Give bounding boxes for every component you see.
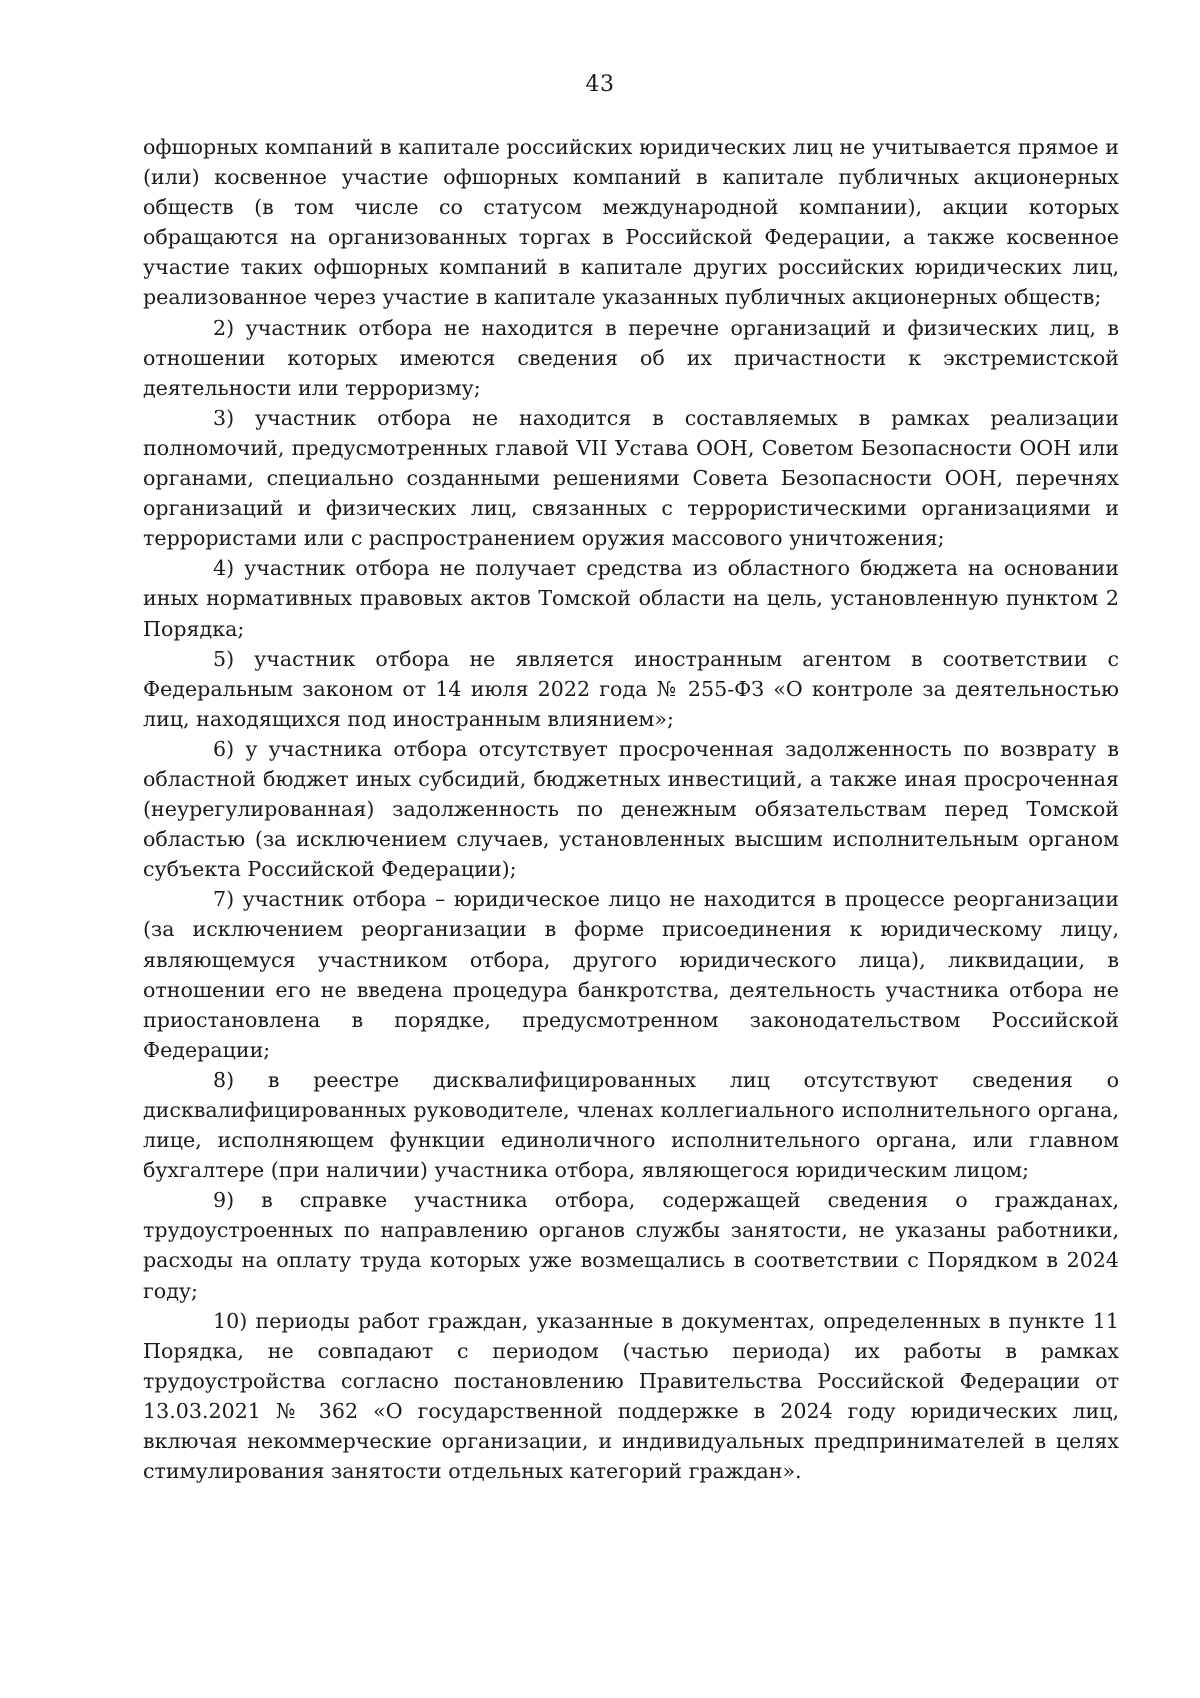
paragraph-item-9: 9) в справке участника отбора, содержащей сведения о гражданах, трудоустроенных по направлению органов службы занятости, не указаны работники, расходы на оплату труда которых уже возмещались в соответствии с Порядком в 2024 году; — [143, 1188, 1119, 1303]
paragraph-item-10: 10) периоды работ граждан, указанные в документах, определенных в пункте 11 Порядка, не совпадают с периодом (частью периода) их работы в рамках трудоустройства согласно постановлению Правительства Российской Федерации от 13.03.2021 № 362 «О государственной поддержке в 2024 году юридических лиц, включая некоммерческие организации, и индивидуальных предпринимателей в целях стимулирования занятости отдельных категорий граждан». — [143, 1308, 1119, 1484]
paragraph-item-5: 5) участник отбора не является иностранным агентом в соответствии с Федеральным законом от 14 июля 2022 года № 255-ФЗ «О контроле за деятельностью лиц, находящихся под иностранным влиянием»; — [143, 646, 1119, 731]
paragraph-item-6: 6) у участника отбора отсутствует просроченная задолженность по возврату в областной бюджет иных субсидий, бюджетных инвестиций, а также иная просроченная (неурегулированная) задолженность по денежным обязательствам перед Томской областью (за исключением случаев, установленных высшим исполнительным органом субъекта Российской Федерации); — [143, 736, 1119, 882]
paragraph-item-3: 3) участник отбора не находится в составляемых в рамках реализации полномочий, предусмотренных главой VII Устава ООН, Советом Безопасности ООН или органами, специально созданными решениями Совета Безопасности ООН, перечнях организаций и физических лиц, связанных с террористическими организациями и террористами или с распространением оружия массового уничтожения; — [143, 405, 1119, 551]
page-number: 43 — [585, 72, 615, 97]
paragraph-continuation: офшорных компаний в капитале российских юридических лиц не учитывается прямое и (или) косвенное участие офшорных компаний в капитале публичных акционерных обществ (в том числе со статусом международной компании), акции которых обращаются на организованных торгах в Российской Федерации, а также косвенное участие таких офшорных компаний в капитале других российских юридических лиц, реализованное через участие в капитале указанных публичных акционерных обществ; — [143, 135, 1119, 310]
paragraph-item-2: 2) участник отбора не находится в перечне организаций и физических лиц, в отношении которых имеются сведения об их причастности к экстремистской деятельности или терроризму; — [143, 315, 1119, 400]
paragraph-item-4: 4) участник отбора не получает средства из областного бюджета на основании иных нормативных правовых актов Томской области на цель, установленную пунктом 2 Порядка; — [143, 556, 1119, 641]
paragraph-item-7: 7) участник отбора – юридическое лицо не находится в процессе реорганизации (за исключением реорганизации в форме присоединения к юридическому лицу, являющемуся участником отбора, другого юридического лица), ликвидации, в отношении его не введена процедура банкротства, деятельность участника отбора не приостановлена в порядке, предусмотренном законодательством Российской Федерации; — [143, 887, 1119, 1062]
paragraph-item-8: 8) в реестре дисквалифицированных лиц отсутствуют сведения о дисквалифицированных руководителе, членах коллегиального исполнительного органа, лице, исполняющем функции единоличного исполнительного органа, или главном бухгалтере (при наличии) участника отбора, являющегося юридическим лицом; — [143, 1067, 1119, 1183]
document-body — [143, 132, 1119, 1486]
